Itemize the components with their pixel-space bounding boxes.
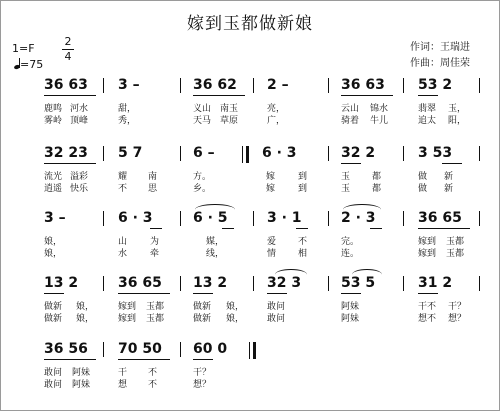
lyric: 娘，	[226, 302, 245, 312]
measure: 53 2	[418, 77, 453, 93]
lyric: 新	[444, 172, 454, 182]
lyric: 玉	[341, 172, 351, 182]
lyric: 锦水	[370, 104, 389, 114]
lyric: 想	[118, 380, 128, 390]
score-row	[0, 77, 500, 141]
measure: 2 · 3	[341, 210, 376, 226]
lyric: 玉都	[146, 302, 165, 312]
lyric: 完。	[341, 237, 360, 247]
lyric: 敢问	[267, 314, 286, 324]
lyric: 都	[372, 184, 382, 194]
lyric: 嫁到	[118, 314, 137, 324]
lyric: 新	[444, 184, 454, 194]
lyric: 快乐	[70, 184, 89, 194]
lyric: 不	[298, 237, 308, 247]
measure: 3 53	[418, 145, 453, 161]
measure: 53 5	[341, 275, 376, 291]
lyric: 情	[267, 249, 277, 259]
lyric: 嫁到	[118, 302, 137, 312]
lyric: 嫁	[266, 184, 276, 194]
lyricist: 作词：王瑞进	[410, 42, 470, 53]
lyric: 干？	[193, 368, 212, 378]
lyric: 敢问	[267, 302, 286, 312]
lyric: 追太	[418, 116, 437, 126]
lyric: 溢彩	[70, 172, 89, 182]
tempo-marking	[14, 58, 43, 71]
lyric: 玉，	[448, 104, 467, 114]
lyric: 亮，	[267, 104, 286, 114]
measure: 36 62	[193, 77, 237, 93]
measure: 36 63	[341, 77, 385, 93]
lyric: 媒，	[206, 237, 225, 247]
lyric: 想？	[448, 314, 467, 324]
measure: 6 –	[193, 145, 215, 161]
lyric: 敢问	[44, 380, 63, 390]
lyric: 做	[418, 184, 428, 194]
lyric: 逍遥	[44, 184, 63, 194]
score-row	[0, 145, 500, 209]
lyric: 甜，	[118, 104, 137, 114]
lyric: 干？	[448, 302, 467, 312]
score-row	[0, 275, 500, 339]
lyric: 到	[298, 184, 308, 194]
lyric: 娘，	[76, 302, 95, 312]
lyric: 娘，	[76, 314, 95, 324]
lyric: 河水	[70, 104, 89, 114]
lyric: 娘，	[44, 237, 63, 247]
lyric: 做	[418, 172, 428, 182]
composer: 作曲：周佳荣	[410, 58, 470, 69]
measure: 6 · 3	[118, 210, 153, 226]
measure: 3 –	[118, 77, 140, 93]
lyric: 干不	[418, 302, 437, 312]
lyric: 到	[298, 172, 308, 182]
lyric: 牛儿	[370, 116, 389, 126]
tempo-value: =75	[20, 58, 44, 71]
lyric: 爱	[267, 237, 277, 247]
lyric: 嫁到	[418, 249, 437, 259]
score-row	[0, 210, 500, 274]
lyric: 想不	[418, 314, 437, 324]
lyric: 山	[118, 237, 128, 247]
lyric: 娘，	[226, 314, 245, 324]
measure: 36 65	[418, 210, 462, 226]
lyric: 水	[118, 249, 128, 259]
song-title: 嫁到玉都做新娘	[187, 14, 313, 34]
time-bottom: 4	[64, 50, 72, 63]
lyric: 玉	[341, 184, 351, 194]
lyric: 玉都	[446, 249, 465, 259]
lyric: 不	[148, 380, 158, 390]
lyric: 为	[150, 237, 160, 247]
lyric: 义山	[193, 104, 212, 114]
lyric: 玉都	[446, 237, 465, 247]
lyric: 阿妹	[72, 380, 91, 390]
measure: 32 3	[267, 275, 302, 291]
measure: 31 2	[418, 275, 453, 291]
lyric: 流光	[44, 172, 63, 182]
measure: 5 7	[118, 145, 143, 161]
lyric: 耀	[118, 172, 128, 182]
lyric: 翡翠	[418, 104, 437, 114]
measure: 3 · 1	[267, 210, 302, 226]
measure: 36 63	[44, 77, 88, 93]
measure: 32 2	[341, 145, 376, 161]
measure: 36 65	[118, 275, 162, 291]
lyric: 草原	[220, 116, 239, 126]
score-row	[0, 341, 500, 405]
measure: 60 0	[193, 341, 228, 357]
lyric: 做新	[44, 314, 63, 324]
measure: 2 –	[267, 77, 289, 93]
lyric: 顶峰	[70, 116, 89, 126]
lyric: 鹿鸣	[44, 104, 63, 114]
lyric: 南	[148, 172, 158, 182]
lyric: 牵	[150, 249, 160, 259]
lyric: 玉都	[146, 314, 165, 324]
lyric: 娘，	[44, 249, 63, 259]
lyric: 相	[298, 249, 308, 259]
lyric: 雾岭	[44, 116, 63, 126]
lyric: 云山	[341, 104, 360, 114]
measure: 13 2	[193, 275, 228, 291]
measure: 3 –	[44, 210, 66, 226]
credits	[410, 40, 470, 72]
time-top: 2	[64, 35, 72, 48]
lyric: 方。	[193, 172, 212, 182]
lyric: 做新	[193, 302, 212, 312]
lyric: 嫁到	[418, 237, 437, 247]
lyric: 秀，	[118, 116, 137, 126]
key-signature: 1=F	[12, 42, 35, 55]
lyric: 干	[118, 368, 128, 378]
lyric: 都	[372, 172, 382, 182]
lyric: 阿妹	[72, 368, 91, 378]
lyric: 天马	[193, 116, 212, 126]
lyric: 广，	[267, 116, 286, 126]
lyric: 南玉	[220, 104, 239, 114]
lyric: 骑着	[341, 116, 360, 126]
lyric: 不	[148, 368, 158, 378]
lyric: 敢问	[44, 368, 63, 378]
lyric: 连。	[341, 249, 360, 259]
lyric: 做新	[193, 314, 212, 324]
lyric: 阿妹	[341, 314, 360, 324]
lyric: 阿妹	[341, 302, 360, 312]
measure: 6 · 5	[193, 210, 228, 226]
measure: 32 23	[44, 145, 88, 161]
lyric: 想？	[193, 380, 212, 390]
lyric: 阳，	[448, 116, 467, 126]
lyric: 嫁	[266, 172, 276, 182]
measure: 70 50	[118, 341, 162, 357]
lyric: 乡。	[193, 184, 212, 194]
lyric: 不	[118, 184, 128, 194]
measure: 36 56	[44, 341, 88, 357]
lyric: 做新	[44, 302, 63, 312]
measure: 6 · 3	[262, 145, 297, 161]
measure: 13 2	[44, 275, 79, 291]
lyric: 线，	[206, 249, 225, 259]
time-signature	[62, 36, 74, 63]
lyric: 思	[148, 184, 158, 194]
